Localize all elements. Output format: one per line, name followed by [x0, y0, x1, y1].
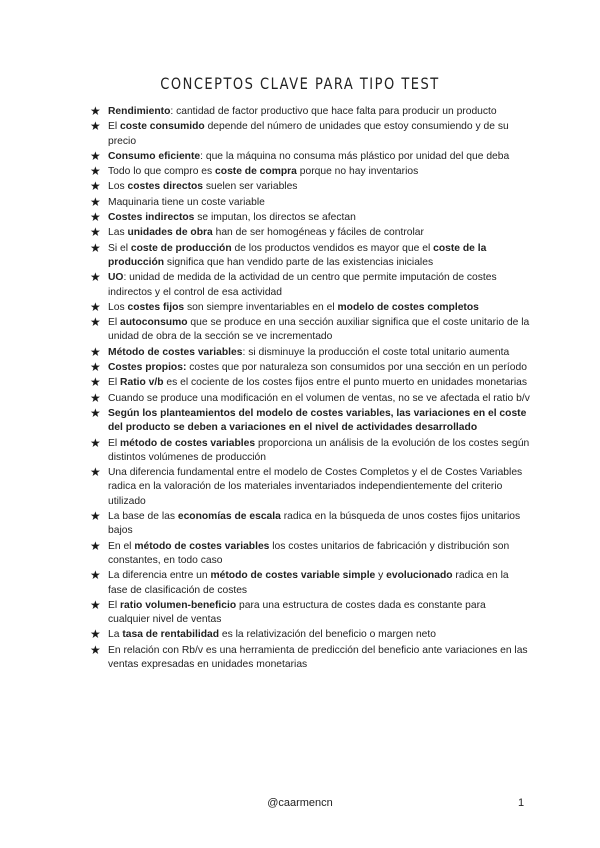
- bold-term: coste de la producción: [108, 242, 487, 268]
- bold-term: método de costes variable simple: [210, 570, 376, 582]
- list-item: [90, 316, 530, 345]
- item-text: : si disminuye la producción el coste total unitario aumenta: [242, 346, 510, 358]
- bold-term: economías de escala: [177, 511, 281, 523]
- bold-term: ratio volumen-beneficio: [120, 599, 237, 611]
- list-item: [90, 226, 530, 240]
- bold-term: unidades de obra: [127, 227, 213, 239]
- list-item: [90, 466, 530, 509]
- list-item: [90, 271, 530, 300]
- list-item: [90, 165, 530, 179]
- list-item: [90, 301, 530, 315]
- bold-term: coste consumido: [120, 121, 205, 133]
- star-icon: ★: [90, 360, 101, 375]
- star-icon: ★: [90, 568, 101, 583]
- bold-term: Rendimiento: [108, 106, 171, 117]
- item-text: En relación con Rb/v es una herramienta de predicción del beneficio ante variaciones en las ventas expresadas en unidades monetarias: [108, 644, 528, 670]
- item-text: La diferencia entre un: [108, 570, 211, 582]
- bold-term: evolucionado: [386, 570, 453, 582]
- item-text: : cantidad de factor productivo que hace falta para producir un producto: [170, 106, 497, 117]
- item-text: se imputan, los directos se afectan: [194, 212, 356, 224]
- star-icon: ★: [90, 164, 101, 179]
- star-icon: ★: [90, 210, 101, 225]
- bold-term: costes fijos: [127, 301, 185, 313]
- star-icon: ★: [90, 597, 101, 612]
- item-text: que se produce en una sección auxiliar significa que el coste unitario de la unidad de obra de la sección se ve incrementado: [108, 317, 530, 343]
- star-icon: ★: [90, 344, 101, 359]
- item-text: los costes unitarios de fabricación y distribución son constantes, en todo caso: [108, 540, 510, 566]
- item-text: El: [108, 599, 121, 611]
- bold-term: método de costes variables: [134, 540, 270, 552]
- list-item: [90, 540, 530, 569]
- item-text: proporciona un análisis de la evolución de los costes según distintos volúmenes de producción: [108, 437, 530, 463]
- author-handle: @caarmencn: [267, 797, 333, 809]
- bold-term: coste de compra: [215, 166, 297, 178]
- concept-list: [90, 105, 530, 673]
- item-text: depende del número de unidades que estoy consumiendo y de su precio: [108, 121, 509, 147]
- list-item: [90, 196, 530, 210]
- item-text: El: [108, 437, 121, 449]
- star-icon: ★: [90, 299, 101, 314]
- list-item: [90, 392, 530, 406]
- star-icon: ★: [90, 390, 101, 405]
- bold-term: tasa de rentabilidad: [122, 629, 220, 641]
- star-icon: ★: [90, 179, 101, 194]
- item-text: Los: [108, 181, 128, 193]
- item-text: radica en la búsqueda de unos costes fijos unitarios bajos: [108, 511, 521, 537]
- list-item: [90, 437, 530, 466]
- bold-term: UO: [108, 272, 124, 284]
- item-text: El: [108, 317, 121, 329]
- list-item: [90, 569, 530, 598]
- list-item: [90, 510, 530, 539]
- item-text: Maquinaria tiene un coste variable: [108, 196, 265, 208]
- list-item: [90, 599, 530, 628]
- item-text: El: [108, 121, 121, 133]
- item-text: Todo lo que compro es: [108, 166, 216, 178]
- list-item: [90, 644, 530, 673]
- item-text: han de ser homogéneas y fáciles de controlar: [212, 227, 424, 239]
- bold-term: Según los planteamientos del modelo de costes variables, las variaciones en el coste del producto se deben a variaciones en el nivel de actividades desarrollado: [108, 407, 527, 434]
- list-item: [90, 628, 530, 642]
- item-text: En el: [108, 540, 135, 552]
- item-text: costes que por naturaleza son consumidos por una sección en un período: [186, 362, 527, 374]
- page-number: 1: [518, 797, 525, 809]
- item-text: es el cociente de los costes fijos entre el punto muerto en unidades monetarias: [163, 377, 527, 389]
- list-item: [90, 407, 530, 436]
- item-text: y: [375, 570, 387, 582]
- list-item: [90, 346, 530, 360]
- star-icon: ★: [90, 375, 101, 390]
- star-icon: ★: [90, 194, 101, 209]
- star-icon: ★: [90, 119, 101, 134]
- bold-term: modelo de costes completos: [337, 301, 479, 313]
- bold-term: Ratio v/b: [120, 377, 164, 389]
- bold-term: coste de producción: [130, 242, 232, 254]
- item-text: significa que han vendido parte de las existencias iniciales: [164, 256, 434, 268]
- star-icon: ★: [90, 315, 101, 330]
- item-text: son siempre inventariables en el: [184, 301, 338, 313]
- star-icon: ★: [90, 435, 101, 450]
- star-icon: ★: [90, 405, 101, 420]
- item-text: de los productos vendidos es mayor que el: [231, 242, 434, 254]
- list-item: [90, 120, 530, 149]
- list-item: [90, 180, 530, 194]
- list-item: [90, 242, 530, 271]
- page-title: CONCEPTOS CLAVE PARA TIPO TEST: [160, 75, 440, 94]
- bold-term: Consumo eficiente: [108, 150, 201, 162]
- item-text: La base de las: [108, 511, 178, 523]
- item-text: suelen ser variables: [203, 181, 298, 193]
- star-icon: ★: [90, 627, 101, 642]
- star-icon: ★: [90, 465, 101, 480]
- item-text: porque no hay inventarios: [296, 166, 419, 178]
- bold-term: Costes indirectos: [108, 212, 195, 224]
- item-text: Los: [108, 301, 128, 313]
- item-text: radica en la fase de clasificación de costes: [108, 570, 509, 596]
- item-text: Si el: [108, 242, 131, 254]
- list-item: [90, 150, 530, 164]
- star-icon: ★: [90, 509, 101, 524]
- bold-term: Costes propios:: [108, 362, 187, 374]
- star-icon: ★: [90, 642, 101, 657]
- bold-term: Método de costes variables: [108, 346, 243, 358]
- item-text: El: [108, 377, 121, 389]
- bold-term: costes directos: [127, 181, 204, 193]
- star-icon: ★: [90, 538, 101, 553]
- item-text: para una estructura de costes dada es constante para cualquier nivel de ventas: [108, 599, 486, 626]
- item-text: : unidad de medida de la actividad de un centro que permite imputación de costes indirectos y el control de esa actividad: [108, 272, 497, 298]
- star-icon: ★: [90, 225, 101, 240]
- item-text: es la relativización del beneficio o margen neto: [219, 629, 436, 641]
- star-icon: ★: [90, 104, 101, 118]
- item-text: Cuando se produce una modificación en el volumen de ventas, no se ve afectada el ratio b/v: [108, 392, 530, 404]
- star-icon: ★: [90, 148, 101, 163]
- item-text: Una diferencia fundamental entre el modelo de Costes Completos y el de Costes Variables radica en la valoración de los materiales inventariados independientemente del criterio utilizado: [108, 467, 523, 507]
- item-text: : que la máquina no consuma más plástico por unidad del que deba: [200, 150, 510, 162]
- list-item: [90, 105, 530, 119]
- bold-term: autoconsumo: [120, 317, 188, 329]
- star-icon: ★: [90, 270, 101, 285]
- list-item: [90, 376, 530, 390]
- item-text: La: [108, 629, 123, 641]
- list-item: [90, 361, 530, 375]
- item-text: Las: [108, 227, 128, 239]
- list-item: [90, 211, 530, 225]
- bold-term: método de costes variables: [120, 437, 256, 449]
- star-icon: ★: [90, 240, 101, 255]
